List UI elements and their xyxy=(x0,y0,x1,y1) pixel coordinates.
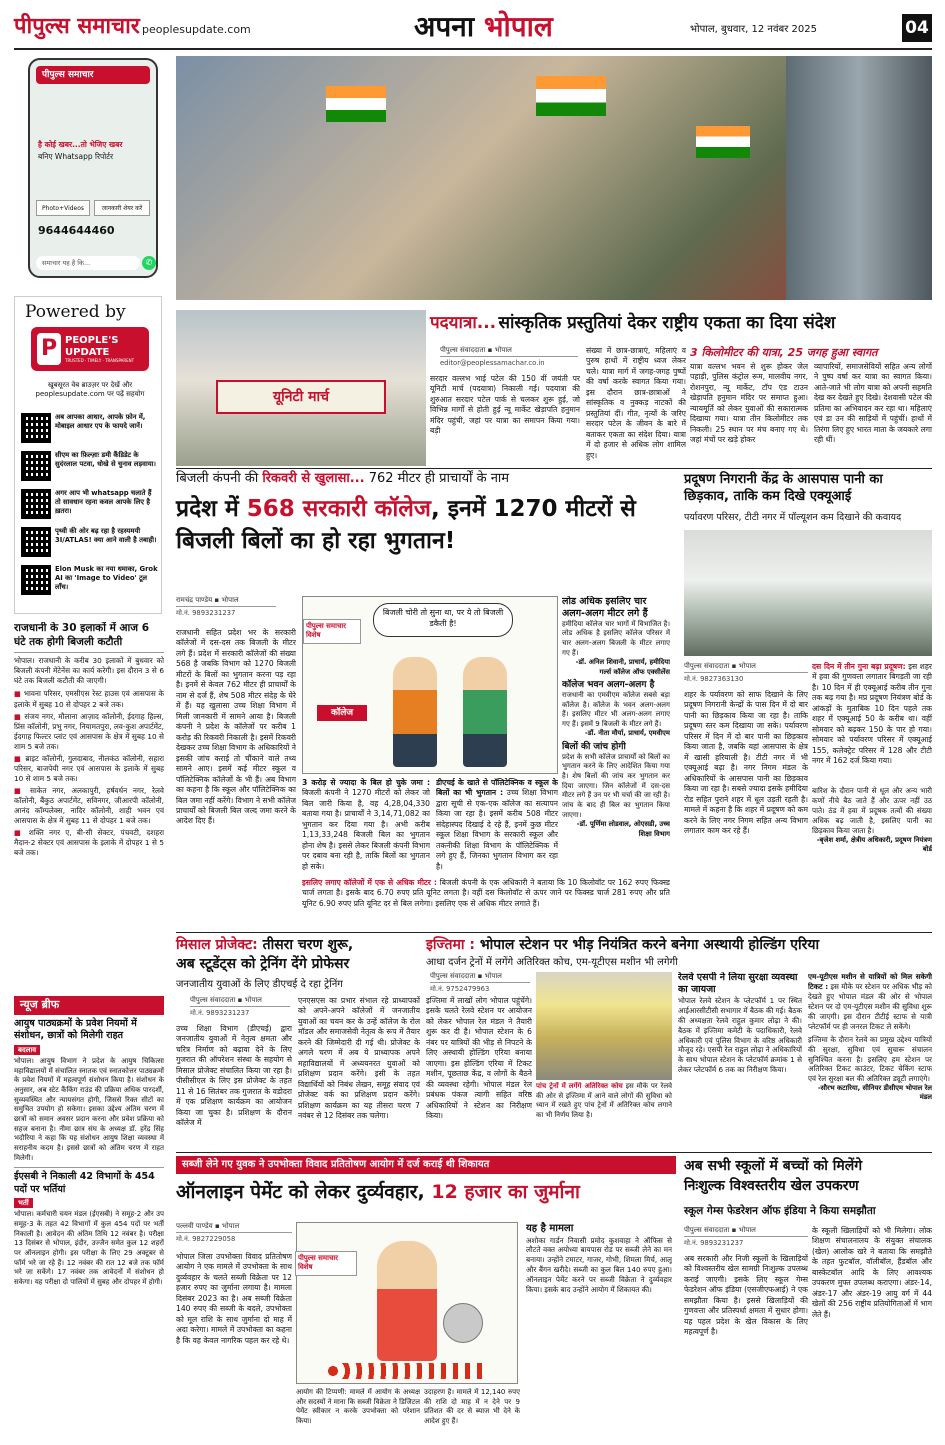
padyatra-headline xyxy=(430,312,932,342)
brief-2-tag: भर्ती xyxy=(14,1198,33,1208)
peoples-update-logo: P PEOPLE'S UPDATE TRUSTED · TIMELY · TRANSPARENT xyxy=(31,327,149,371)
paper-logo: पीपुल्स समाचार xyxy=(14,14,140,39)
brief-2-headline: ईएसबी ने निकाली 42 विभागों के 454 पदों पर भर्तियां xyxy=(14,1167,164,1196)
pollution-byline: पीपुल्स संवाददाता ▪ भोपाल मो.नं. 9827363130 xyxy=(684,662,808,685)
power-cut-list xyxy=(14,689,164,858)
whatsapp-icon: ✆ xyxy=(142,256,156,270)
vegetable-headline: ऑनलाइन पेमेंट को लेकर दुर्व्यवहार, 12 हजार का जुर्माना xyxy=(176,1181,580,1203)
list-item: ■ साकेत नगर, अलकापुरी, हर्षवर्धन नगर, रेलवे कॉलोनी, बैंकुठ अपार्टमेंट, सविनगर, जीआरपी कॉलोनी, आनंद कॉम्पलेक्स, नादिर कॉलोनी, शाही भवन एवं आसपास के क्षेत्र में सुबह 11 से दोपहर 1 बजे तक। xyxy=(14,786,164,826)
special-tag: पीपुल्स समाचार विशेष xyxy=(303,619,361,644)
holding-area-photo xyxy=(536,972,672,1080)
sports-subhead: स्कूल गेम्स फेडरेशन ऑफ इंडिया ने किया समझौता xyxy=(684,1205,876,1217)
list-item: ■ शक्ति नगर ए, बी-सी सेक्टर, पंचवटी, दशहरा मैदान-2 सेक्टर एवं आसपास के इलाके में दोपहर 1 से 5 बजे तक। xyxy=(14,828,164,858)
ijtima-byline: पीपुल्स संवाददाता ▪ भोपाल मो.नं. 9752479963 xyxy=(430,972,530,995)
misal-col-1: उच्च शिक्षा विभाग (डीएचई) द्वारा जनजातीय युवाओं में नेतृत्व क्षमता और चरित्र निर्माण को बढ़ावा देने के लिए गुजरात की ऑपरेशन संस्था के सहयोग से मिसाल प्रोजेक्ट संचालित किया जा रहा है। पीसीसीएल के लिए इस प्रोजेक्ट के तहत 11 से 16 सितंबर तक गुजरात के वडोदरा में एक प्रशिक्षण कार्यक्रम का आयोजन किया जा चुका है। प्रशिक्षण के दौरान कॉलेज में xyxy=(176,1024,292,1128)
student-figure xyxy=(463,657,507,767)
power-cut-intro: भोपाल। राजधानी के करीब 30 इलाकों में बुधवार को बिजली कंपनी मेंटेनेंस का कार्य करेगी। इस दौरान 3 से 6 घंटे तक बिजली कटौती की जाएगी। xyxy=(14,656,164,686)
qr-code-icon xyxy=(21,489,51,519)
qr-code-icon xyxy=(21,527,51,557)
student-figure xyxy=(393,657,437,767)
misal-col-2: एनएसएस का प्रभार संभाल रहे प्राध्यापकों को अपने-अपने कॉलेजों में जनजातीय युवाओं का चयन कर के उन्हें कॉलेज के रोल मॉडल और समाजसेवी नेतृत्व के रूप में तैयार करने की जिम्मेदारी दी गई थी। प्रोजेक्ट के अगले चरण में अब ये प्राध्यापक अपने महाविद्यालयों में अध्ययनरत युवाओं को प्रशिक्षण प्रदान करेंगे। इसी के तहत विद्यार्थियों को निबंध लेखन, समूह संवाद एवं प्रोजेक्ट वर्क का प्रशिक्षण प्रदान करेंगे। प्रशिक्षण कार्यक्रम का यह तीसरा चरण 7 नवंबर से 12 दिसंबर तक चलेगा। xyxy=(298,996,420,1121)
tomato-cart xyxy=(327,1363,487,1379)
qr-item[interactable]: Elon Musk का नया धमाका, Grok AI का 'Image to Video' टूल लाँच। xyxy=(21,565,159,595)
power-cut-article xyxy=(14,622,164,992)
college-headline: प्रदेश में 568 सरकारी कॉलेज, इनमें 1270 मीटरों से बिजली बिलों का हो रहा भुगतान! xyxy=(176,496,636,554)
section-title: अपना भोपाल xyxy=(414,10,553,43)
sports-headline: अब सभी स्कूलों में बच्चों को मिलेंगे निःशुल्क विश्वस्तरीय खेल उपकरण xyxy=(684,1158,863,1195)
college-byline: रामचंद्र पाण्डेय ▪ भोपाल मो.नं. 9893231237 xyxy=(176,596,276,619)
vegetable-kicker: सब्जी लेने गए युवक ने उपभोक्ता विवाद प्रतितोषण आयोग में दर्ज कराई थी शिकायत xyxy=(176,1156,676,1174)
powered-label: Powered by xyxy=(25,302,126,322)
ijtima-right: रेलवे एसपी ने लिया सुरक्षा व्यवस्था का जायजा भोपाल रेलवे स्टेशन के प्लेटफॉर्म 1 पर स्थित आईआरसीटीसी सभागार में बैठक की गई। बैठक की अध्यक्षता रेलवे राहुल कुमार लोढ़ा ने की। बैठक में इज्तिमा कमेटी के पदाधिकारी, रेलवे अधिकारी एवं पुलिस विभाग के वरिष्ठ अधिकारी मौजूद रहे। एसपी रेल राहुल लोढ़ा ने अधिकारियों के साथ भोपाल स्टेशन के प्लेटफॉर्म क्रमांक 1 से लेकर प्लेटफॉर्म 6 तक का निरीक्षण किया। xyxy=(678,972,802,1075)
brand-tagline: TRUSTED · TIMELY · TRANSPARENT xyxy=(65,358,135,363)
qr-code-icon xyxy=(21,451,51,481)
pollution-quote: बारिश के दौरान पानी से धूल और अन्य भारी कणों नीचे बैठ जाते हैं और ऊपर नहीं उठ पाते। ठंड में हवा में प्रदूषक तत्वों की संख्या अधिक बढ़ जाती है, इसलिए पानी का छिड़काव किया जाता है। -बृजेश शर्मा, क्षेत्रीय अधिकारी, प्रदूषण नियंत्रण बोर्ड xyxy=(812,786,932,853)
powered-by-box xyxy=(14,296,162,614)
pollution-col-2: दस दिन में तीन गुना बढ़ा प्रदूषण: इस शहर में हवा की गुणवत्ता लगातार बिगड़ती जा रही है। 10 दिन में ही एक्यूआई करीब तीन गुना तक बढ़ गया है। मप्र प्रदूषण नियंत्रण बोर्ड के आंकड़ों के मुताबिक 10 दिन पहले तक शहर में एक्यूआई 50 के करीब था। वहीं सोमवार को बढ़कर 150 के पार हो गया। सोमवार को पर्यावरण परिसर में एक्यूआई 155, कलेक्ट्रेट परिसर में 128 और टीटी नगर में 162 दर्ज किया गया। xyxy=(812,662,932,766)
ijtima-subhead: आधा दर्जन ट्रेनों में लगेंगे अतिरिक्त कोच, एम-यूटीएस मशीन भी लगेगी xyxy=(426,957,678,968)
news-brief xyxy=(14,996,164,1436)
college-cartoon xyxy=(302,596,558,774)
speech-bubble: बिजली चोरी तो सुना था, पर ये तो बिजली डकैती है! xyxy=(373,603,513,637)
qr-item[interactable]: सीएम का फ़िल्ज़ाः डमी कैंडिडेट के सुदंरलाल पटवा, धोखे से चुनाव लड़वाया। xyxy=(21,451,159,481)
website: peoplesupdate.com xyxy=(142,23,251,36)
vegetable-byline: पल्लवी पाण्डेय ▪ भोपाल मो.नं. 9827229058 xyxy=(176,1222,292,1245)
college-col-1: राजधानी सहित प्रदेश भर के सरकारी कॉलेजों में दस-दस तक बिजली के मीटर लगे हैं। प्रदेश में सरकारी कॉलेजों की संख्या 568 है जबकि विभाग को 1270 बिजली मीटरों के बिलों का भुगतान करना पड़ रहा है। इनमें से केवल 762 मीटर ही प्राचार्यों के नाम से दर्ज हैं, शेष 508 मीटर संदेह के घेरे में हैं। यह खुलासा उच्च शिक्षा विभाग में मिली जानकारी में सामने आया है। बिजली कंपनी ने प्रदेश के कॉलेजों पर करीब 1 करोड़ की रिकवरी निकाली है। इसमें रिकवरी देखकर उच्च शिक्षा विभाग के अधिकारियों ने इसकी जांच कराई तो चौंकाने वाले तथ्य सामने आए। इसमें कई मीटर स्कूल व पॉलिटेक्निक कॉलेजों के भी हैं। अब विभाग का कहना है कि स्कूल और पॉलिटेक्निक का बिल जमा नहीं करेंगे। विभाग ने सभी कॉलेज प्राचार्यों को बिजली बिल जल्द जमा करने के आदेश दिए हैं। xyxy=(176,628,296,826)
college-sign: कॉलेज xyxy=(317,705,367,721)
brief-1-headline: आयुष पाठ्यक्रमों के प्रवेश नियमों में संशोधन, छात्रों को मिलेगी राहत xyxy=(14,1017,137,1042)
qr-list xyxy=(21,413,159,595)
vegetable-sidebar: यह है मामला अशोका गार्डन निवासी प्रमोद कुशवाहा ने ऑफिस से लौटते वक्त अयोध्या बायपास रोड पर सब्जी लेने का मन बनाया। उन्होंने टमाटर, गाजर, गोभी, शिमला मिर्च, आलू और बैंगन खरीदे। सब्जी का कुल बिल 140 रुपए हुआ। ऑनलाइन पेमेंट करने पर सब्जी विक्रेता ने दुर्व्यवहार किया। इसके बाद उन्होंने आयोग में शिकायत की। xyxy=(526,1223,672,1295)
pollution-headline: प्रदूषण निगरानी केंद्र के आसपास पानी का छिड़काव, ताकि कम दिखे एक्यूआई xyxy=(684,472,883,504)
brief-1-body: भोपाल। आयुष विभाग ने प्रदेश के आयुष चिकित्सा महाविद्यालयों में संचालित स्नातक एवं स्नातकोत्तर पाठ्यक्रमों के प्रवेश नियमों में महत्वपूर्ण संशोधन किया है। संशोधन के अनुसार, अब स्टेट कैंकिंग राउंड की प्रक्रिया अधिक पारदर्शी, सुव्यवस्थित और न्यायसंगत होगी, जिससे रिक्त सीटों का समुचित उपयोग हो सकेगा। इसका उद्देश्य अंतिम चरण में छात्रों को समान अवसर प्रदान करना और प्रवेश प्रक्रिया को सहज बनाना है। नीमा छात्र संघ के अध्यक्ष डॉ. हरेंद्र सिंह भदौरिया ने कहा कि यह संशोधन आयुष शिक्षा व्यवस्था में सराहनीय कदम है। इससे छात्रों को अंतिम चरण में राहत मिलेगी। xyxy=(14,1056,164,1162)
chat-input[interactable]: समाचार यह है कि... xyxy=(36,256,140,270)
flag-graphic xyxy=(696,126,750,158)
special-tag: पीपुल्स समाचार विशेष xyxy=(295,1251,357,1276)
padyatra-title: सांस्कृतिक प्रस्तुतियां देकर राष्ट्रीय एकता का दिया संदेश xyxy=(498,313,836,333)
flag-graphic xyxy=(536,76,606,116)
vegetable-col-1: भोपाल जिला उपभोक्ता विवाद प्रतितोषण आयोग ने एक मामले में उपभोक्ता के साथ दुर्व्यवहार के चलते सब्जी विक्रेता पर 12 हजार रुपए का जुर्माना लगाया है। मामला दिसंबर 2023 का है। अब सब्जी विक्रेता 140 रुपए की सब्जी के बदले, उपभोक्ता को मूल राशि के साथ जुर्माना दो माह में अदा करेगा। मामले में उपभोक्ता का कहना है कि वह केवल नागरिक पहल कर रहे थे। xyxy=(176,1252,292,1345)
march-banner: यूनिटी मार्च xyxy=(216,380,386,414)
ijtima-col-1: इज्तिमा में लाखों लोग भोपाल पहुंचेंगे। इसके चलते रेलवे स्टेशन पर आयोजन को लेकर भोपाल रेल मंडल ने तैयारी शुरू कर दी है। भोपाल स्टेशन के 6 नंबर पर यात्रियों की भीड़ से निपटने के लिए अस्थायी होल्डिंग एरिया बनाया जाएगा। इस होल्डिंग एरिया में टिकट मशीन, पूछताछ केंद्र, व लोगों के बैठने की व्यवस्था रहेगी। भोपाल मंडल रेल प्रबंधक पंकज त्यागी सहित वरिष्ठ अधिकारियों ने स्टेशन का निरीक्षण किया। xyxy=(426,996,532,1121)
padyatra-col-1: सरदार वल्लभ भाई पटेल की 150 वीं जयंती पर यूनिटी मार्च (पदयात्रा) निकाली गई। पदयात्रा की शुरुआत सरदार पटेल पार्क से चलकर शुरू हुई, जो विभिन्न मार्गों से होती हुई न्यू मार्केट खेड़ापति हनुमान मंदिर पहुंची, जहां पर यात्रा का समापन किया गया। बड़ी xyxy=(430,374,580,436)
misal-headline: मिसाल प्रोजेक्ट: तीसरा चरण शुरू, अब स्टूडेंट्स को ट्रेनिंग देंगे प्रोफेसर xyxy=(176,937,354,972)
whatsapp-ad xyxy=(28,58,158,278)
vegetable-cartoon xyxy=(296,1222,518,1384)
ad-line-1: है कोई खबर...तो भेजिए खबर xyxy=(38,140,123,149)
qr-code-icon xyxy=(21,565,51,595)
ijtima-photo-caption: पांच ट्रेनों में लगेंगे अतिरिक्त कोच इस मौके पर रेलवे की ओर से इज्तिमा में आने वाले लोगों की सुविधा को ध्यान में रखते हुए पांच ट्रेनों में अतिरिक्त कोच लगाने का भी निर्णय लिया है। xyxy=(536,1082,672,1119)
misal-subhead: जनजातीय युवाओं के लिए डीएचई दे रहा ट्रेनिंग xyxy=(176,979,343,990)
brand-name: PEOPLE'S UPDATE xyxy=(65,335,119,358)
ijtima-side-box: एम-यूटीएस मशीन से यात्रियों को मिल सकेगी टिकट : इस मौके पर स्टेशन पर अधिक भीड़ को देखते हुए भोपाल मंडल की ओर से भोपाल स्टेशन पर दो एम-यूटीएस मशीन की सुविधा शुरू की जाएगी। इस दौरान टीटीई स्टाफ से यात्री प्लेटफॉर्म पर ही जनरल टिकट ले सकेंगे। इज्तिमा के दौरान रेलवे का प्रमुख उद्देश्य यात्रियों की सुरक्षा, सुविधा एवं सुचारू संचालन सुनिश्चित करना है। इसलिए हम स्टेशन पर अतिरिक्त टिकट काउंटर, टिकट चेकिंग स्टाफ एवं रेल सुरक्षा बल की अतिरिक्त ड्यूटी लगाएंगे। -सौरभ कटारिया, सीनियर डीसीएम भोपाल रेल मंडल xyxy=(808,972,932,1102)
sports-col-2: के स्कूली खिलाड़ियों को भी मिलेगा। लोक शिक्षण संचालनालय के संयुक्त संचालक (खेल) आलोक खरे ने बताया कि समझौते के तहत फुटबॉल, वॉलीबॉल, हैंडबॉल और बास्केटबॉल आदि के लिए आवश्यक उपकरण मुफ्त उपलब्ध कराएगा। अंडर-14, अंडर-17 और अंडर-19 आयु वर्ग में 44 खेलों की 256 राष्ट्रीय प्रतियोगिताओं में भाग लेते हैं। xyxy=(812,1226,932,1319)
misal-byline: पीपुल्स संवाददाता ▪ भोपाल मो.नं. 9893231237 xyxy=(190,996,290,1019)
college-col-2: 3 करोड़ से ज्यादा के बिल हो चुके जमा : बिजली कंपनी ने 1270 मीटरों को लेकर जो बिल जारी किया है, वह 4,28,04,330 बताया गया है। प्राचार्यों ने 3,14,71,082 का भुगतान कर दिया गया है। अभी करीब 1,13,33,248 बिजली बिल का भुगतान होना शेष है। इससे लेकर बिजली कंपनी विभाग पर दबाव बना रही है, ताकि बिलों का भुगतान हो सके। xyxy=(302,778,430,871)
dateline: भोपाल, बुधवार, 12 नवंबर 2025 xyxy=(690,24,817,35)
news-brief-label: न्यूज ब्रीफ xyxy=(14,996,164,1015)
sports-col-1: अब सरकारी और निजी स्कूलों के खिलाड़ियों को विश्वस्तरीय खेल सामग्री निःशुल्क उपलब्ध कराई जाएगी। इसके लिए स्कूल गेम्स फेडरेशन ऑफ इंडिया (एसजीएफआई) ने एक समझौता किया है। इससे खिलाड़ियों की गुणवत्ता और प्रतिस्पर्धा क्षमता में सुधार होगा। यह पहल प्रदेश के खेल विकास के लिए महत्वपूर्ण है। xyxy=(684,1254,808,1337)
water-spray-photo xyxy=(684,530,932,656)
masthead xyxy=(14,8,932,48)
powered-desc: खूबसूरत वेब ब्राउज़र पर देखें और peoplesupdate.com पर पढ़ें सहयोग xyxy=(35,381,145,399)
vegetable-col-3: उदाहरण है। मामले में 12,140 रुपए की राशि दो माह में न देने पर 9 प्रतिशत की दर से ब्याज भी देने के आदेश हुए हैं। xyxy=(424,1388,520,1425)
brief-2-body: भोपाल। कर्मचारी चयन मंडल (ईएसबी) ने समूह-2 और उप समूह-3 के तहत 42 विभागों में कुल 454 पदों पर भर्ती निकाली है। आवेदन की अंतिम तिथि 12 नवंबर है। परीक्षा 13 दिसंबर से भोपाल, इंदौर, उज्जैन समेत कुल 12 शहरों पर ऑनलाइन होगी। इस परीक्षा के लिए 29 अक्टूबर से फॉर्म भरे जा रहे हैं। 12 नवंबर की रात 12 बजे तक फॉर्म भरे जा सकेंगे। 17 नवंबर तक आवेदनों में संशोधन हो सकेगा। यह परीक्षा दो पालियों में सुबह और दोपहर में होगी। xyxy=(14,1210,164,1286)
sports-byline: पीपुल्स संवाददाता ▪ भोपाल मो.नं. 9893231237 xyxy=(684,1226,808,1249)
flag-graphic xyxy=(326,86,386,122)
padyatra-tag: पदयात्रा... xyxy=(430,313,497,333)
unity-march-photo xyxy=(176,56,932,300)
power-cut-headline: राजधानी के 30 इलाकों में आज 6 घंटे तक होगी बिजली कटौती xyxy=(14,622,164,653)
list-item: ■ संजय नगर, मौलाना आज़ाद कॉलोनी, ईदगाह हिल्स, प्रिंस कॉलोनी, प्रभु नगर, नियामतपुरा, लव-कुश अपार्टमेंट, ईदगाह फिल्टर प्लांट एवं आसपास के क्षेत्र में सुबह 10 से शाम 5 बजे तक। xyxy=(14,712,164,752)
man-figure xyxy=(377,1241,437,1361)
college-kicker: बिजली कंपनी की रिकवरी से खुलासा... 762 मीटर ही प्राचार्यों के नाम xyxy=(176,471,510,486)
padyatra-col-2: संख्या में छात्र-छात्राएं, महिलाएं व पुरुष हाथों में राष्ट्रीय ध्वज लेकर चले। यात्रा मार्ग में जगह-जगह पुष्पों की वर्षा करके स्वागत किया गया। इस दौरान छात्र-छात्राओं ने सांस्कृतिक व नुक्कड़ नाटकों की प्रस्तुतियां दीं। गीत, नृत्यों के जरिए सरदार पटेल के जीवन के बारे में बताकर एकता का संदेश दिया। यात्रा में दो हजार से अधिक लोग शामिल हुए। xyxy=(586,346,686,460)
pollution-col-1: शहर के पर्यावरण को साफ दिखाने के लिए प्रदूषण निगरानी केन्द्रों के पास दिन में दो बार पानी का छिड़काव किया जा रहा है। ताकि प्रदूषण स्तर कम दिखाया जा सके। पर्यावरण परिसर में दिन में दो बार पानी का छिड़काव किया जाता है, जबकि यहां आसपास के क्षेत्र में खासी हरियाली है। टीटी नगर में भी एक्यूआई बढ़ा है। नगर निगम मंडल के अधिकारियों के आसपास पानी का छिड़काव किया जा रहा है। सबसे ज्यादा इसके हमीदिया रोड सहित पुराने शहर में धूल उड़ती रहती है। मामले में कहना है कि शहर में प्रदूषण को कम करने के लिए नगर निगम सहित अन्य विभाग लगातार काम कर रहे हैं। xyxy=(684,690,808,836)
college-sidebar: लोड अधिक इसलिए चार अलग-अलग मीटर लगे हैं हमीदिया कॉलेज चार भागों में विभाजित है। लोड अधिक है इसलिए कॉलेज परिसर में चार अलग-अलग बिजली के मीटर लगाए गए हैं। -डॉ. अनिल शिवानी, प्राचार्य, हमीदिया गर्ल्स कॉलेज ऑफ एक्सीलेंस कॉलेज भवन अलग-अलग है राजधानी का एमवीएम कॉलेज सबसे बड़ा कॉलेज है। कॉलेज के भवन अलग-अलग हैं। इसलिए मीटर भी अलग-अलग लगाए गए हैं। इसमें 9 बिजली के मीटर लगे हैं। -डॉ. नीता मौर्या, प्राचार्य, एमवीएम बिलों की जांच होगी प्रदेश के सभी कॉलेज प्राचार्यों को बिलों का भुगतान करने के लिए आदेशित किया गया है। शेष बिलों की जांच कर भुगतान कर दिया जाएगा। जिन कॉलेजों में दस-दस मीटर लगे हैं उन पर भी चर्चा की जा रही है। जांच के बाद ही बिल का भुगतान किया जाएगा। -डॉ. पूर्णिमा लोडवाल, ओएसडी, उच्च शिक्षा विभाग xyxy=(562,596,670,838)
qr-item[interactable]: अगर आप भी whatsapp चलाते हैं तो सावधान रहना कवल आपके लिए है ख़तरा। xyxy=(21,489,159,519)
qr-item[interactable]: अब आपका आधार, आपके फ़ोन में, मोबाइल आधार एप के फायदे जानें। xyxy=(21,413,159,443)
unity-march-banner-photo xyxy=(176,310,426,466)
phone-header: पीपुल्स समाचार xyxy=(36,66,150,84)
ijtima-headline: इज्तिमा : भोपाल स्टेशन पर भीड़ नियंत्रित करने बनेगा अस्थायी होल्डिंग एरिया xyxy=(426,937,820,953)
ad-line-2: बनिए Whatsapp रिपोर्टर xyxy=(38,152,114,161)
padyatra-col-4: व्यापारियों, समाजसेवियों सहित अन्य लोगों ने पुष्प वर्षा कर यात्रा का स्वागत किया। आते-जाते भी लोग यात्रा को अपनी सहमति देख कर देखते हुए दिखे। देशवासी पटेल की प्रतिमा का अभिवादन कर रहा था। महिलाएं एवं डा उन की साड़ियों में पहुंचीं। हाथों में तिरंगा लिए हुए भारत माता के जयकारे लगा रही थीं। xyxy=(814,362,932,445)
qr-code-icon xyxy=(21,413,51,443)
brief-1-tag: बदलाव xyxy=(14,1045,40,1055)
page-number: 04 xyxy=(902,14,932,42)
list-item: ■ भावना परिसर, एमसीएस रेस्ट हाउस एवं आसपास के इलाके में सुबह 10 से दोपहर 2 बजे तक। xyxy=(14,689,164,709)
phone-number[interactable]: 9644644460 xyxy=(38,224,115,237)
pollution-subhead: पर्यावरण परिसर, टीटी नगर में पॉल्यूशन कम दिखाने की कवायद xyxy=(684,512,902,523)
statue-graphic xyxy=(786,56,932,300)
vegetable-cartoon-caption: आयोग की टिप्पणी: मामले में आयोग के अध्यक्ष और सदस्यों ने माना कि सब्जी विक्रेता ने डिजिटल पेमेंट स्वीकार न करके उपभोक्ता को परेशान किया। xyxy=(296,1388,420,1425)
padyatra-byline: पीपुल्स संवाददाता ▪ भोपाल editor@peoplessamachar.co.in xyxy=(440,346,578,369)
padyatra-col-3: यात्रा वल्लभ भवन से शुरू होकर जेल पहाड़ी, पुलिस कंट्रोल रूम, मालवीय नगर, रोशनपुरा, न्यू मार्केट, टॉप एंड टाउन खेड़ापति हनुमान मंदिर पर समाप्त हुआ। न्यायमूर्ति को लेकर युवाओं की सकारात्मक दिखाया गया। यात्रा तीन किलोमीटर तक निकली। 25 स्थान पर मंच बनाए गए थे। जहां मंचों पर खड़े होकर xyxy=(690,362,808,445)
qr-item[interactable]: पृथ्वी की ओर बढ़ रहा है रहस्यमयी 3I/ATLAS! क्या आने वाली है तबाही। xyxy=(21,527,159,557)
college-col-3: डीएचई के खाते से पॉलिटेक्निक व स्कूल के बिलों का भी भुगतान : उच्च शिक्षा विभाग द्वारा सूची से एक-एक कॉलेज का सत्यापन किया जा रहा है। इसमें करीब 508 मीटर संदेहास्पद दिखाई दे रहे हैं, इनमें कुछ मीटर स्कूल शिक्षा विभाग के सरकारी स्कूल और तकनीकी शिक्षा विभाग के पॉलिटेक्निक में लगे हुए हैं, जिनका भुगतान विभाग कर रहा है। xyxy=(436,778,558,871)
share-news-button[interactable]: जानकारी शेयर करें xyxy=(94,200,150,216)
college-bottom: इसलिए लगाए कॉलेजों में एक से अधिक मीटर : बिजली कंपनी के एक अधिकारी ने बताया कि 10 किलोवॉट पर 162 रुपए फिक्स्ड चार्ज लगता है। इसके बाद 6.70 रुपए प्रति यूनिट लगता है। वहीं दस किलोवॉट से ऊपर जाने पर फिक्स्ड चार्ज 281 रुपए और प्रति यूनिट 6.90 रुपए प्रति यूनिट दर से बिल लगेगा। इसलिए एक से अधिक मीटर लगाते हैं। xyxy=(302,878,670,908)
list-item: ■ ब्राइट कॉलोनी, गुलदाबाद, नीलकंठ कॉलोनी, सहारा परिसर, बाजपेयी नगर एवं आसपास के इलाके में सुबह 10 से शाम 5 बजे तक। xyxy=(14,754,164,784)
vegetable-bag xyxy=(443,1303,483,1343)
photo-button[interactable]: Photo+Videos xyxy=(36,200,90,216)
padyatra-subhead: 3 किलोमीटर की यात्रा, 25 जगह हुआ स्वागत xyxy=(690,346,878,359)
